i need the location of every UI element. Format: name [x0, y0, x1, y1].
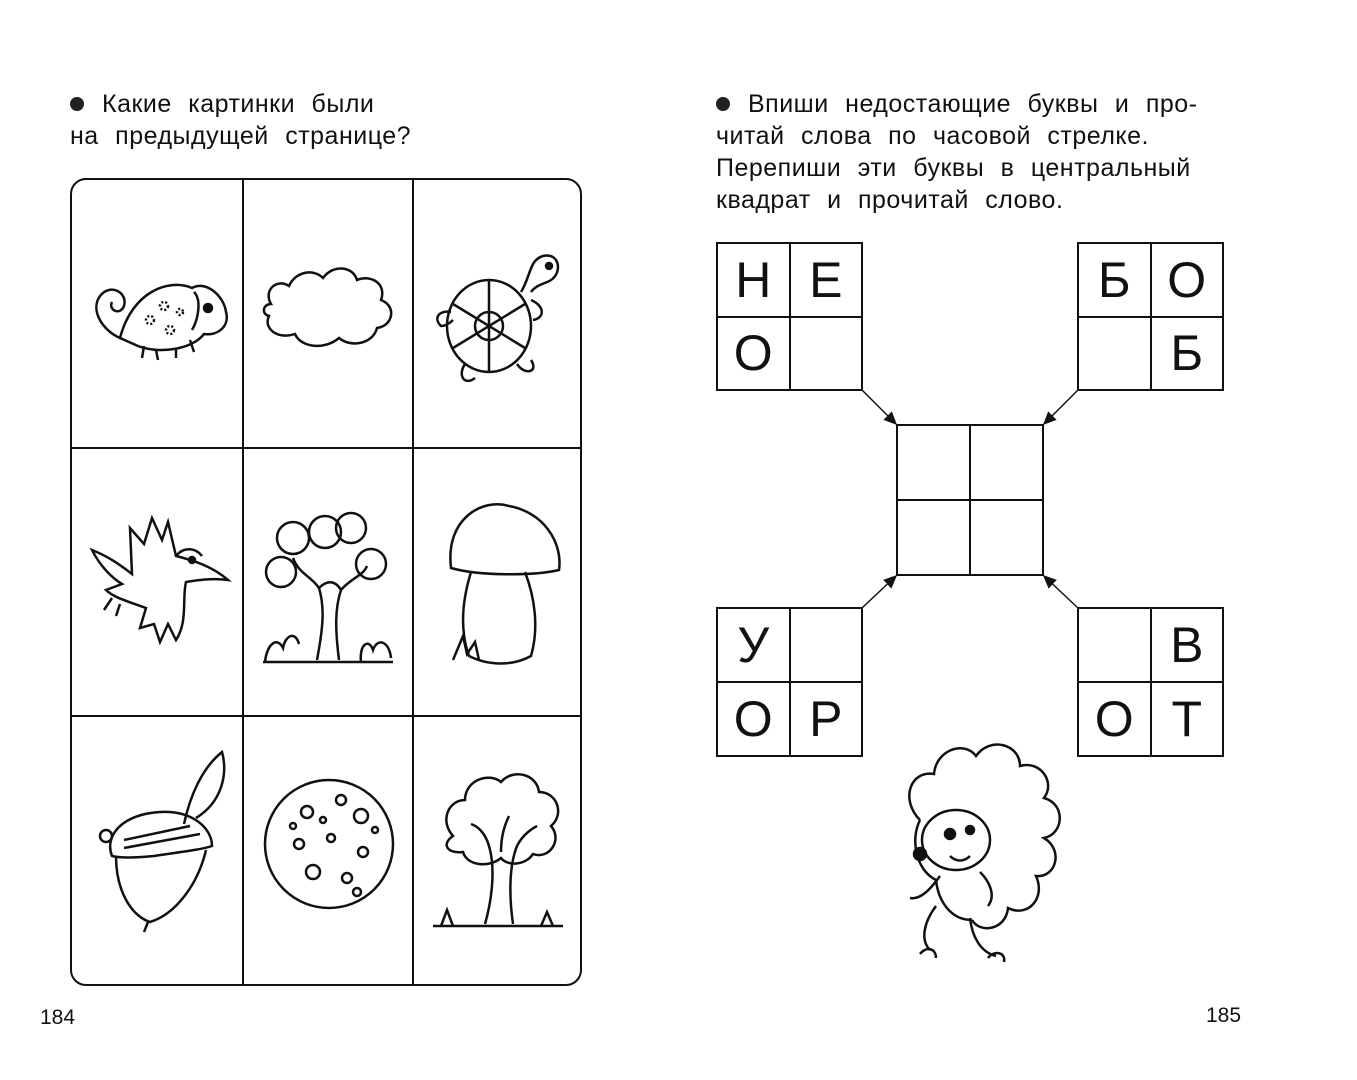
square-bottom-left	[716, 607, 863, 757]
letter-cell[interactable]: Б	[1151, 317, 1224, 391]
hedgehog-icon	[880, 730, 1080, 980]
right-task-line-1: Впиши недостающие буквы и про-	[748, 90, 1198, 118]
arrow-top-left	[862, 390, 896, 424]
square-center	[896, 424, 1044, 576]
square-bottom-right	[1077, 607, 1224, 757]
letter-cell[interactable]	[790, 317, 863, 391]
arrow-bottom-left	[862, 576, 896, 608]
letter-cell[interactable]	[897, 425, 970, 500]
letter-cell[interactable]: Т	[1151, 682, 1224, 756]
letter-cell[interactable]	[1078, 608, 1151, 682]
page-number-left: 184	[40, 1006, 76, 1029]
letter-cell[interactable]: О	[1078, 682, 1151, 756]
letter-cell[interactable]: О	[1151, 243, 1224, 317]
right-task-line-4: квадрат и прочитай слово.	[716, 186, 1064, 214]
letter-cell[interactable]: О	[717, 317, 790, 391]
left-task-line-2: на предыдущей странице?	[70, 122, 412, 150]
letter-cell[interactable]: О	[717, 682, 790, 756]
square-top-right	[1077, 242, 1224, 391]
letter-cell[interactable]	[970, 425, 1043, 500]
right-task-line-3: Перепиши эти буквы в центральный	[716, 154, 1191, 182]
letter-cell[interactable]: Р	[790, 682, 863, 756]
letter-cell[interactable]: Е	[790, 243, 863, 317]
arrow-bottom-right	[1044, 576, 1078, 608]
letter-cell[interactable]	[1078, 317, 1151, 391]
letter-cell[interactable]: У	[717, 608, 790, 682]
letter-cell[interactable]: Б	[1078, 243, 1151, 317]
letter-cell[interactable]	[897, 500, 970, 575]
arrow-top-right	[1044, 390, 1078, 424]
square-top-left	[716, 242, 863, 391]
letter-cell[interactable]: Н	[717, 243, 790, 317]
right-task-line-2: читай слова по часовой стрелке.	[716, 122, 1149, 150]
letter-cell[interactable]	[970, 500, 1043, 575]
page-number-right: 185	[1206, 1004, 1242, 1027]
letter-cell[interactable]	[790, 608, 863, 682]
letter-cell[interactable]: В	[1151, 608, 1224, 682]
left-task-line-1: Какие картинки были	[102, 90, 375, 118]
